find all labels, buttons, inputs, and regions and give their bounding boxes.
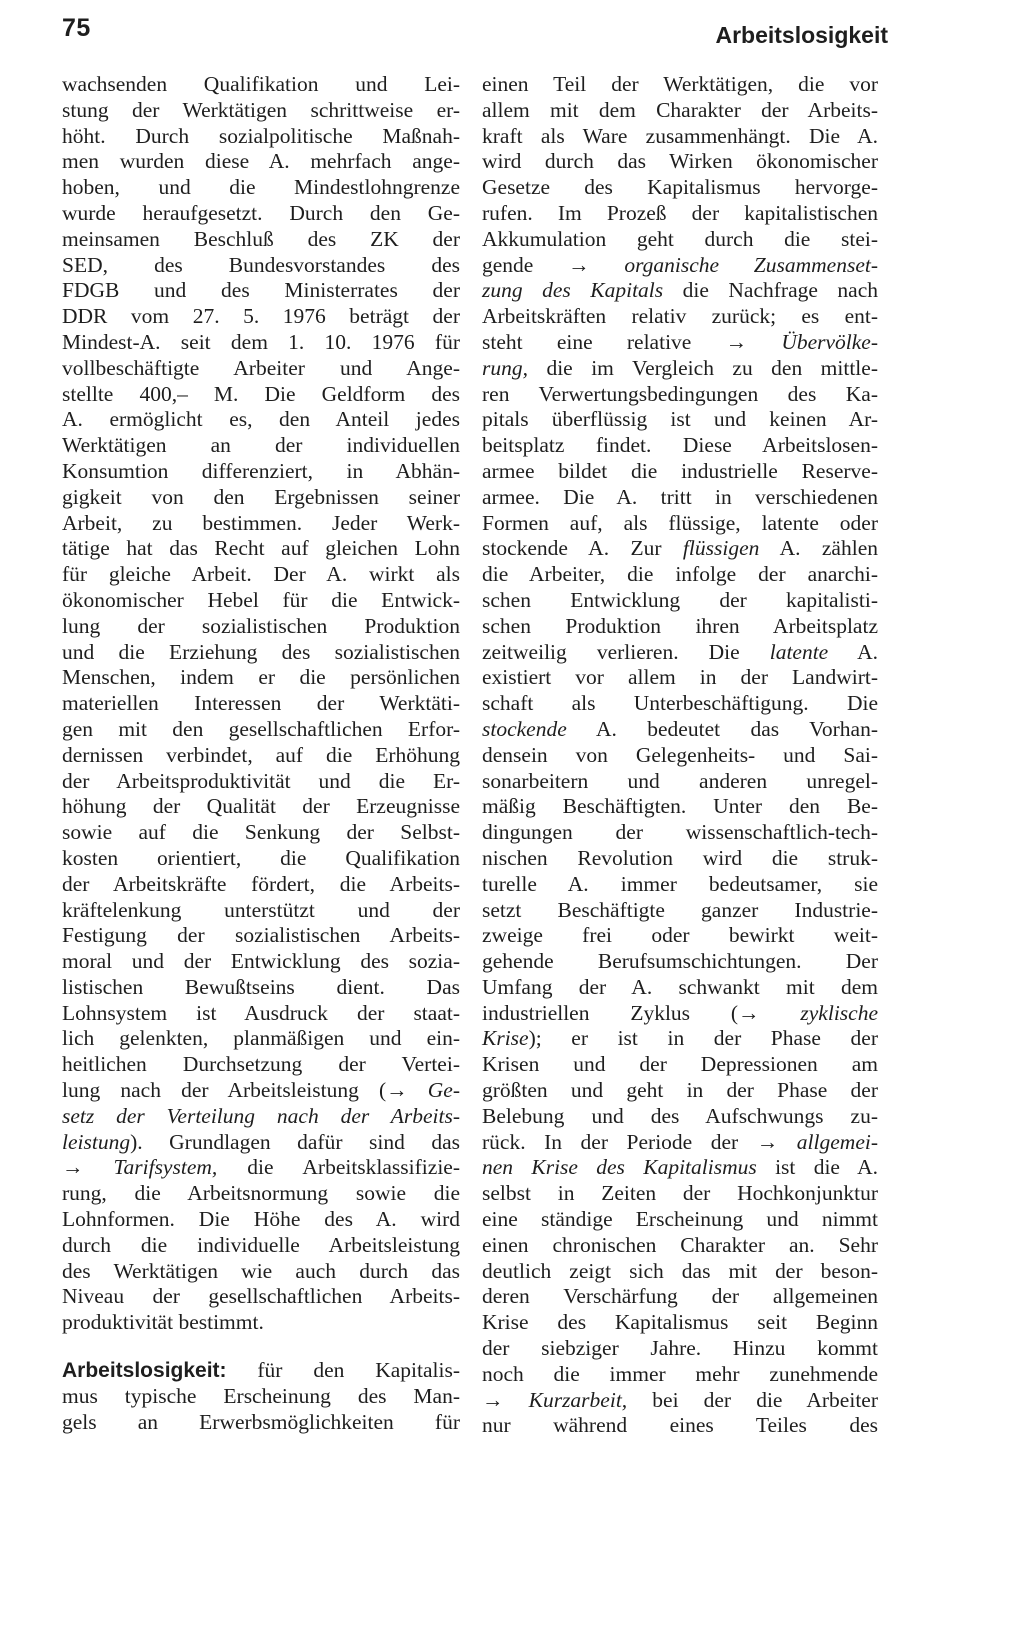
text-line: Arbeitskräften relativ zurück; es ent- [482,304,878,329]
link-text: Kurzarbeit, [528,1387,628,1412]
text-line: Umfang der A. schwankt mit dem [482,974,878,999]
text-line: dernissen verbindet, auf die Erhöhung [62,742,460,767]
text-line: turelle A. immer bedeutsamer, sie [482,871,878,896]
text-line: FDGB und des Ministerrates der [62,278,460,303]
text-line: mus typische Erscheinung des Man- [62,1383,460,1408]
entry-headword: Arbeitslosigkeit: [62,1359,227,1383]
text-line: Krise des Kapitalismus seit Beginn [482,1310,878,1335]
text-line: heitlichen Durchsetzung der Vertei- [62,1052,460,1077]
text-line: eine ständige Erscheinung und nimmt [482,1207,878,1232]
text-line: wird durch das Wirken ökonomischer [482,149,878,174]
text-line: rufen. Im Prozeß der kapitalistischen [482,200,878,225]
text-line: gigkeit von den Ergebnissen seiner [62,484,460,509]
right-column [482,72,878,1439]
text-line: men wurden diese A. mehrfach ange- [62,149,460,174]
text-line [482,1388,878,1414]
text-line: tätige hat das Recht auf gleichen Lohn [62,536,460,561]
text-line [62,1130,460,1156]
text-line: meinsamen Beschluß des ZK der [62,226,460,251]
text-line: sonarbeitern und anderen unregel- [482,768,878,793]
text-line [62,1155,460,1181]
text-segment: die Arbeitsklassifizie- [217,1155,460,1180]
text-line: hoben, und die Mindestlohngrenze [62,175,460,200]
text-line: kraft als Ware zusammenhängt. Die A. [482,123,878,148]
text-line: schaft als Unterbeschäftigung. Die [482,691,878,716]
text-segment: rück. In der Periode der [482,1129,757,1154]
emphasis-term: stockende [482,716,567,741]
text-line: kräftelenkung unterstützt und der [62,897,460,922]
cross-reference-link[interactable]: rung, [482,355,528,380]
text-line: ökonomischer Hebel für die Entwick- [62,587,460,612]
left-column [62,72,460,1435]
arrow-icon: → [482,1387,529,1412]
text-line: Werktätigen an der individuellen [62,433,460,458]
text-segment: lung nach der Arbeitsleistung ( [62,1078,387,1103]
text-line [482,1001,878,1027]
text-line [482,1155,878,1181]
text-line: armee bildet die industrielle Reserve- [482,458,878,483]
text-line: Lohnformen. Die Höhe des A. wird [62,1207,460,1232]
cross-reference-link[interactable]: leistung [62,1129,131,1154]
text-line: Gesetze des Kapitalismus hervorge- [482,175,878,200]
paragraph-gap [62,1336,460,1358]
text-line: gels an Erwerbsmöglichkeiten für [62,1409,460,1434]
text-line: der Arbeitsproduktivität und die Er- [62,768,460,793]
cross-reference-link[interactable]: → Ge- [386,1078,461,1103]
text-line: zweige frei oder bewirkt weit- [482,923,878,948]
text-segment: A. bedeutet das Vorhan- [566,716,878,741]
arrow-icon: → [568,252,625,277]
arrow-icon: → [62,1155,114,1180]
text-line: Formen auf, als flüssige, latente oder [482,510,878,535]
cross-reference-link[interactable]: setz der Verteilung nach der Arbeits- [62,1103,460,1128]
link-text: Übervölke- [781,329,879,354]
text-line: deutlich zeigt sich das mit der beson- [482,1258,878,1283]
text-line: für gleiche Arbeit. Der A. wirkt als [62,562,460,587]
text-line: DDR vom 27. 5. 1976 beträgt der [62,304,460,329]
text-segment: A. zählen [759,536,878,561]
text-line: densein von Gelegenheits- und Sai- [482,742,878,767]
text-segment: ); er ist in der Phase der [528,1026,878,1051]
text-line [62,1104,460,1130]
cross-reference-link[interactable] [738,1001,878,1025]
link-text: allgemei- [796,1129,878,1154]
text-segment: bei der die Arbeiter [627,1387,878,1412]
text-line: des Werktätigen wie auch durch das [62,1258,460,1283]
text-segment: die Nachfrage nach [663,278,879,303]
text-line: noch die immer mehr zunehmende [482,1361,878,1386]
text-line [482,1130,878,1156]
text-segment: die im Vergleich zu den mittle- [528,355,878,380]
emphasis-term: latente [769,639,829,664]
text-line [62,1078,460,1104]
cross-reference-link[interactable]: zung des Kapitals [482,278,664,303]
text-segment: ist die A. [756,1155,878,1180]
text-segment: stockende A. Zur [482,536,683,561]
text-line: höhung der Qualität der Erzeugnisse [62,794,460,819]
cross-reference-link[interactable] [726,330,878,354]
arrow-icon: → [756,1129,797,1154]
text-line: stellte 400,– M. Die Geldform des [62,381,460,406]
text-line [482,253,878,279]
text-line: Mindest-A. seit dem 1. 10. 1976 für [62,329,460,354]
text-line: Konsumtion differenziert, in Abhän- [62,458,460,483]
text-line: sowie auf die Senkung der Selbst- [62,820,460,845]
text-line [482,278,878,304]
text-line: einen chronischen Charakter an. Sehr [482,1232,878,1257]
text-line: pitals überflüssig ist und keinen Ar- [482,407,878,432]
text-line: größten und geht in der Phase der [482,1078,878,1103]
text-line: SED, des Bundesvorstandes des [62,252,460,277]
cross-reference-link[interactable]: nen Krise des Kapitalismus [482,1155,757,1180]
text-line [482,356,878,382]
text-line: selbst in Zeiten der Hochkonjunktur [482,1181,878,1206]
text-line: einen Teil der Werktätigen, die vor [482,72,878,96]
text-line: wurde heraufgesetzt. Durch den Ge- [62,200,460,225]
text-line: die Arbeiter, die infolge der anarchi- [482,562,878,587]
entry-first-line [62,1358,460,1384]
text-line: beitsplatz findet. Diese Arbeitslosen- [482,433,878,458]
arrow-icon: → [738,1000,801,1025]
text-line: lung der sozialistischen Produktion [62,613,460,638]
text-line: und die Erziehung des sozialistischen [62,639,460,664]
text-line: lich gelenkten, planmäßigen und ein- [62,1026,460,1051]
text-segment: zeitweilig verlieren. Die [482,639,770,664]
text-line: allem mit dem Charakter der Arbeits- [482,97,878,122]
text-line: schen Entwicklung der kapitalisti- [482,587,878,612]
emphasis-term: flüssigen [682,536,760,561]
text-line: rung, die Arbeitsnormung sowie die [62,1181,460,1206]
text-segment: industriellen Zyklus ( [482,1000,739,1025]
text-line: materiellen Interessen der Werktäti- [62,691,460,716]
text-line: listischen Bewußtseins dient. Das [62,974,460,999]
text-line: der siebziger Jahre. Hinzu kommt [482,1336,878,1361]
text-line: wachsenden Qualifikation und Lei- [62,72,460,96]
text-line: deren Verschärfung der allgemeinen [482,1284,878,1309]
link-text: organische Zusammenset- [624,252,878,277]
text-line: Lohnsystem ist Ausdruck der staat- [62,1000,460,1025]
text-line: dingungen der wissenschaftlich-tech- [482,820,878,845]
text-line: armee. Die A. tritt in verschiedenen [482,484,878,509]
cross-reference-link[interactable] [62,1155,217,1179]
text-line: höht. Durch sozialpolitische Maßnah- [62,123,460,148]
text-line: setzt Beschäftigte ganzer Industrie- [482,897,878,922]
cross-reference-link[interactable] [757,1130,878,1154]
text-line: Festigung der sozialistischen Arbeits- [62,923,460,948]
text-segment: steht eine relative [482,329,726,354]
text-line: produktivität bestimmt. [62,1310,264,1335]
text-line: kosten orientiert, die Qualifikation [62,845,460,870]
text-line: moral und der Entwicklung des sozia- [62,949,460,974]
text-line: Niveau der gesellschaftlichen Arbeits- [62,1284,460,1309]
text-line: stung der Werktätigen schrittweise er- [62,97,460,122]
text-line: vollbeschäftigte Arbeiter und Ange- [62,355,460,380]
running-head: Arbeitslosigkeit [715,22,888,48]
text-line [482,1026,878,1052]
page-number: 75 [62,14,91,42]
link-text: Tarifsystem, [113,1155,218,1180]
text-line: schen Produktion ihren Arbeitsplatz [482,613,878,638]
cross-reference-link[interactable]: Krise [482,1026,529,1051]
text-line: nur während eines Teiles des [482,1413,878,1438]
cross-reference-link[interactable] [568,253,878,277]
text-line [482,536,878,562]
text-line: gen mit den gesellschaftlichen Erfor- [62,716,460,741]
text-line: der Arbeitskräfte fördert, die Arbeits- [62,871,460,896]
text-segment: für den Kapitalis- [226,1358,460,1383]
text-line [482,717,878,743]
text-line: ren Verwertungsbedingungen des Ka- [482,381,878,406]
text-segment: gende [482,252,569,277]
text-line: A. ermöglicht es, den Anteil jedes [62,407,460,432]
arrow-icon: → [725,329,782,354]
text-line [482,640,878,666]
text-segment: ). Grundlagen dafür sind das [130,1129,460,1154]
text-line [482,330,878,356]
text-line: nischen Revolution wird die struk- [482,845,878,870]
text-line: durch die individuelle Arbeitsleistung [62,1232,460,1257]
text-line: Belebung und des Aufschwungs zu- [482,1103,878,1128]
text-line: existiert vor allem in der Landwirt- [482,665,878,690]
text-line: gehende Berufsumschichtungen. Der [482,949,878,974]
text-line: Arbeit, zu bestimmen. Jeder Werk- [62,510,460,535]
text-line: Krisen und der Depressionen am [482,1052,878,1077]
text-line: mäßig Beschäftigten. Unter den Be- [482,794,878,819]
cross-reference-link[interactable] [482,1388,627,1412]
text-line: Menschen, indem er die persönlichen [62,665,460,690]
text-line: Akkumulation geht durch die stei- [482,226,878,251]
text-segment: A. [828,639,878,664]
link-text: zyklische [800,1000,878,1025]
